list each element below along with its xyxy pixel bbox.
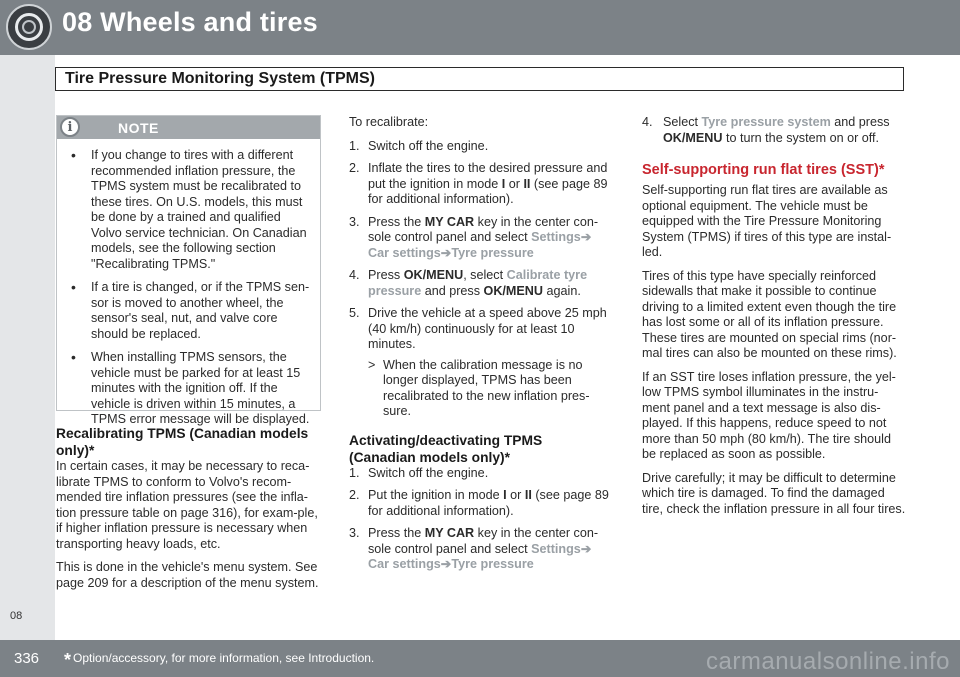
step-number: 1. <box>349 465 360 480</box>
arrow-right-icon: ➔ <box>440 245 452 260</box>
step-number: 2. <box>349 488 360 502</box>
menu-settings: Settings <box>531 230 581 244</box>
menu-tyre-pressure: Tyre pressure <box>451 557 534 571</box>
footnote-asterisk: * <box>64 650 72 670</box>
chapter-header <box>0 0 960 55</box>
step-item <box>349 139 611 155</box>
step-item <box>349 306 611 420</box>
chapter-title: 08 Wheels and tires <box>62 7 318 37</box>
paragraph: Drive carefully; it may be difficult to determine which tire is damaged. To find the damaged tire, check the inflation pressure in all four tires. <box>642 470 906 516</box>
menu-tyre-pressure: Tyre pressure <box>451 245 534 260</box>
recalibrate-heading: Recalibrating TPMS (Canadian models only)* <box>56 426 309 458</box>
activate-steps-continued <box>642 115 906 146</box>
activate-steps <box>349 466 611 573</box>
step-number: 4. <box>642 115 653 129</box>
arrow-right-icon: ➔ <box>580 541 592 556</box>
sst-heading: Self-supporting run flat tires (SST)* <box>642 162 885 178</box>
step-text: Switch off the engine. <box>368 138 489 153</box>
step-number: 3. <box>349 214 360 229</box>
footnote-text: Option/accessory, for more information, see Introduction. <box>73 651 375 665</box>
mode-i: I <box>501 176 506 191</box>
paragraph: If an SST tire loses inflation pressure, the yel-low TPMS symbol illuminates in the instru-ment panel and a text message is also dis-played. If this happens, reduce speed to not more than 50 mph (80 km/h). The tire should be replaced as soon as possible. <box>642 369 896 461</box>
step-text: again. <box>543 283 581 298</box>
section-title-bar <box>55 67 904 91</box>
step-text: , select <box>463 268 507 282</box>
menu-tyre-pressure-system: Tyre pressure system <box>701 115 831 129</box>
mode-ii: II <box>523 176 531 191</box>
step-text: (see page 89 for additional information). <box>368 176 608 206</box>
ok-menu-key: OK/MENU <box>483 283 544 298</box>
step-text: (see page 89 for additional information). <box>368 488 609 518</box>
step-text: Inflate the tires to the desired pressure and put the ignition in mode <box>368 161 608 191</box>
section-title: Tire Pressure Monitoring System (TPMS) <box>65 70 375 87</box>
recalibrate-steps <box>349 139 611 420</box>
step-number: 1. <box>349 138 360 153</box>
step-number: 4. <box>349 268 360 282</box>
step-text: and press <box>421 283 484 298</box>
step-text: and press <box>830 115 890 129</box>
step-result <box>368 358 611 420</box>
result-text: When the calibration message is no longer displayed, TPMS has been recalibrated to the new inflation pres-sure. <box>383 357 590 418</box>
step-text: or <box>505 176 524 191</box>
step-text: Press <box>368 268 404 282</box>
menu-car-settings: Car settings <box>368 557 441 571</box>
note-list <box>57 139 320 428</box>
menu-settings: Settings <box>531 541 581 556</box>
step-text: Press the <box>368 214 425 229</box>
page-footer <box>0 640 960 677</box>
note-label: NOTE <box>118 120 159 136</box>
menu-car-settings: Car settings <box>368 245 441 260</box>
step-text: to turn the system on or off. <box>722 130 880 145</box>
step-item <box>349 466 611 482</box>
note-bullet: • If you change to tires with a different recommended inflation pressure, the TPMS system must be recalibrated to these tires. On U.S. models, this must be done by a trained and qualified Volvo service technician. On Canadian models, see the following section "Recalibrating TPMS." <box>71 148 310 272</box>
step-text: Press the <box>368 526 425 540</box>
step-text: Switch off the engine. <box>368 465 489 480</box>
menu-calibrate-tyre-pressure: Calibrate tyre pressure <box>368 268 588 298</box>
arrow-right-icon: ➔ <box>580 230 592 244</box>
note-header <box>57 116 320 139</box>
column-3 <box>642 115 906 525</box>
result-marker: > <box>368 357 376 372</box>
step-item <box>349 526 611 573</box>
step-text: Select <box>663 115 702 129</box>
step-item <box>349 268 611 299</box>
step-text: or <box>506 488 525 502</box>
footnote <box>64 650 374 671</box>
info-icon: i <box>60 117 80 137</box>
watermark: carmanualsonline.info <box>706 648 950 675</box>
step-item <box>349 161 611 208</box>
step-text: Drive the vehicle at a speed above 25 mph (40 km/h) continuously for at least 10 minutes. <box>368 306 607 351</box>
activate-heading: Activating/deactivating TPMS (Canadian models only)* <box>349 432 543 465</box>
step-number: 3. <box>349 526 360 540</box>
step-item <box>642 115 906 146</box>
note-bullet: • When installing TPMS sensors, the vehicle must be parked for at least 15 minutes with the ignition off. If the vehicle is driven within 15 minutes, a TPMS error message will be displayed. <box>71 350 310 428</box>
ok-menu-key: OK/MENU <box>403 268 464 282</box>
note-bullet: • If a tire is changed, or if the TPMS sen-sor is moved to another wheel, the sensor's seal, nut, and valve core should be replaced. <box>71 280 310 342</box>
mode-i: I <box>503 488 507 502</box>
paragraph: Tires of this type have specially reinforced sidewalls that make it possible to continue driving to a limited extent even though the tire has lost some or all of its inflation pressure. These tires are mounted on special rims (nor-mal tires can also be mounted on these rims). <box>642 268 897 360</box>
recalibrate-section <box>56 425 322 599</box>
paragraph: In certain cases, it may be necessary to reca-librate TPMS to conform to Volvo's recom-mended tire inflation pressures (see the infla-tion pressure table on page 316), for exam-ple, if higher inflation pressure is necessary when transporting heavy loads, etc. <box>56 459 318 551</box>
page-number: 336 <box>14 650 40 667</box>
step-text: key in the center con-sole control panel and select <box>368 214 599 244</box>
step-text: key in the center con-sole control panel and select <box>368 526 599 556</box>
step-number: 2. <box>349 161 360 175</box>
chapter-sidebar <box>0 55 55 640</box>
column-2 <box>349 115 611 580</box>
paragraph: Self-supporting run flat tires are available as optional equipment. The vehicle must be equipped with the Tire Pressure Monitoring System (TPMS) if tires of this type are instal-led. <box>642 183 892 259</box>
note-box <box>56 115 321 426</box>
arrow-right-icon: ➔ <box>440 557 452 571</box>
step-number: 5. <box>349 306 360 320</box>
paragraph: This is done in the vehicle's menu system. See page 209 for a description of the menu system. <box>56 560 319 590</box>
chapter-tab[interactable]: 08 <box>10 610 23 622</box>
volvo-logo-icon <box>6 4 52 50</box>
step-text: Put the ignition in mode <box>368 488 504 502</box>
ok-menu-key: OK/MENU <box>663 130 723 145</box>
mode-ii: II <box>524 488 532 502</box>
step-item <box>349 215 611 262</box>
my-car-key: MY CAR <box>424 526 475 540</box>
recalibrate-intro: To recalibrate: <box>349 115 429 129</box>
my-car-key: MY CAR <box>424 214 475 229</box>
step-item <box>349 488 611 519</box>
